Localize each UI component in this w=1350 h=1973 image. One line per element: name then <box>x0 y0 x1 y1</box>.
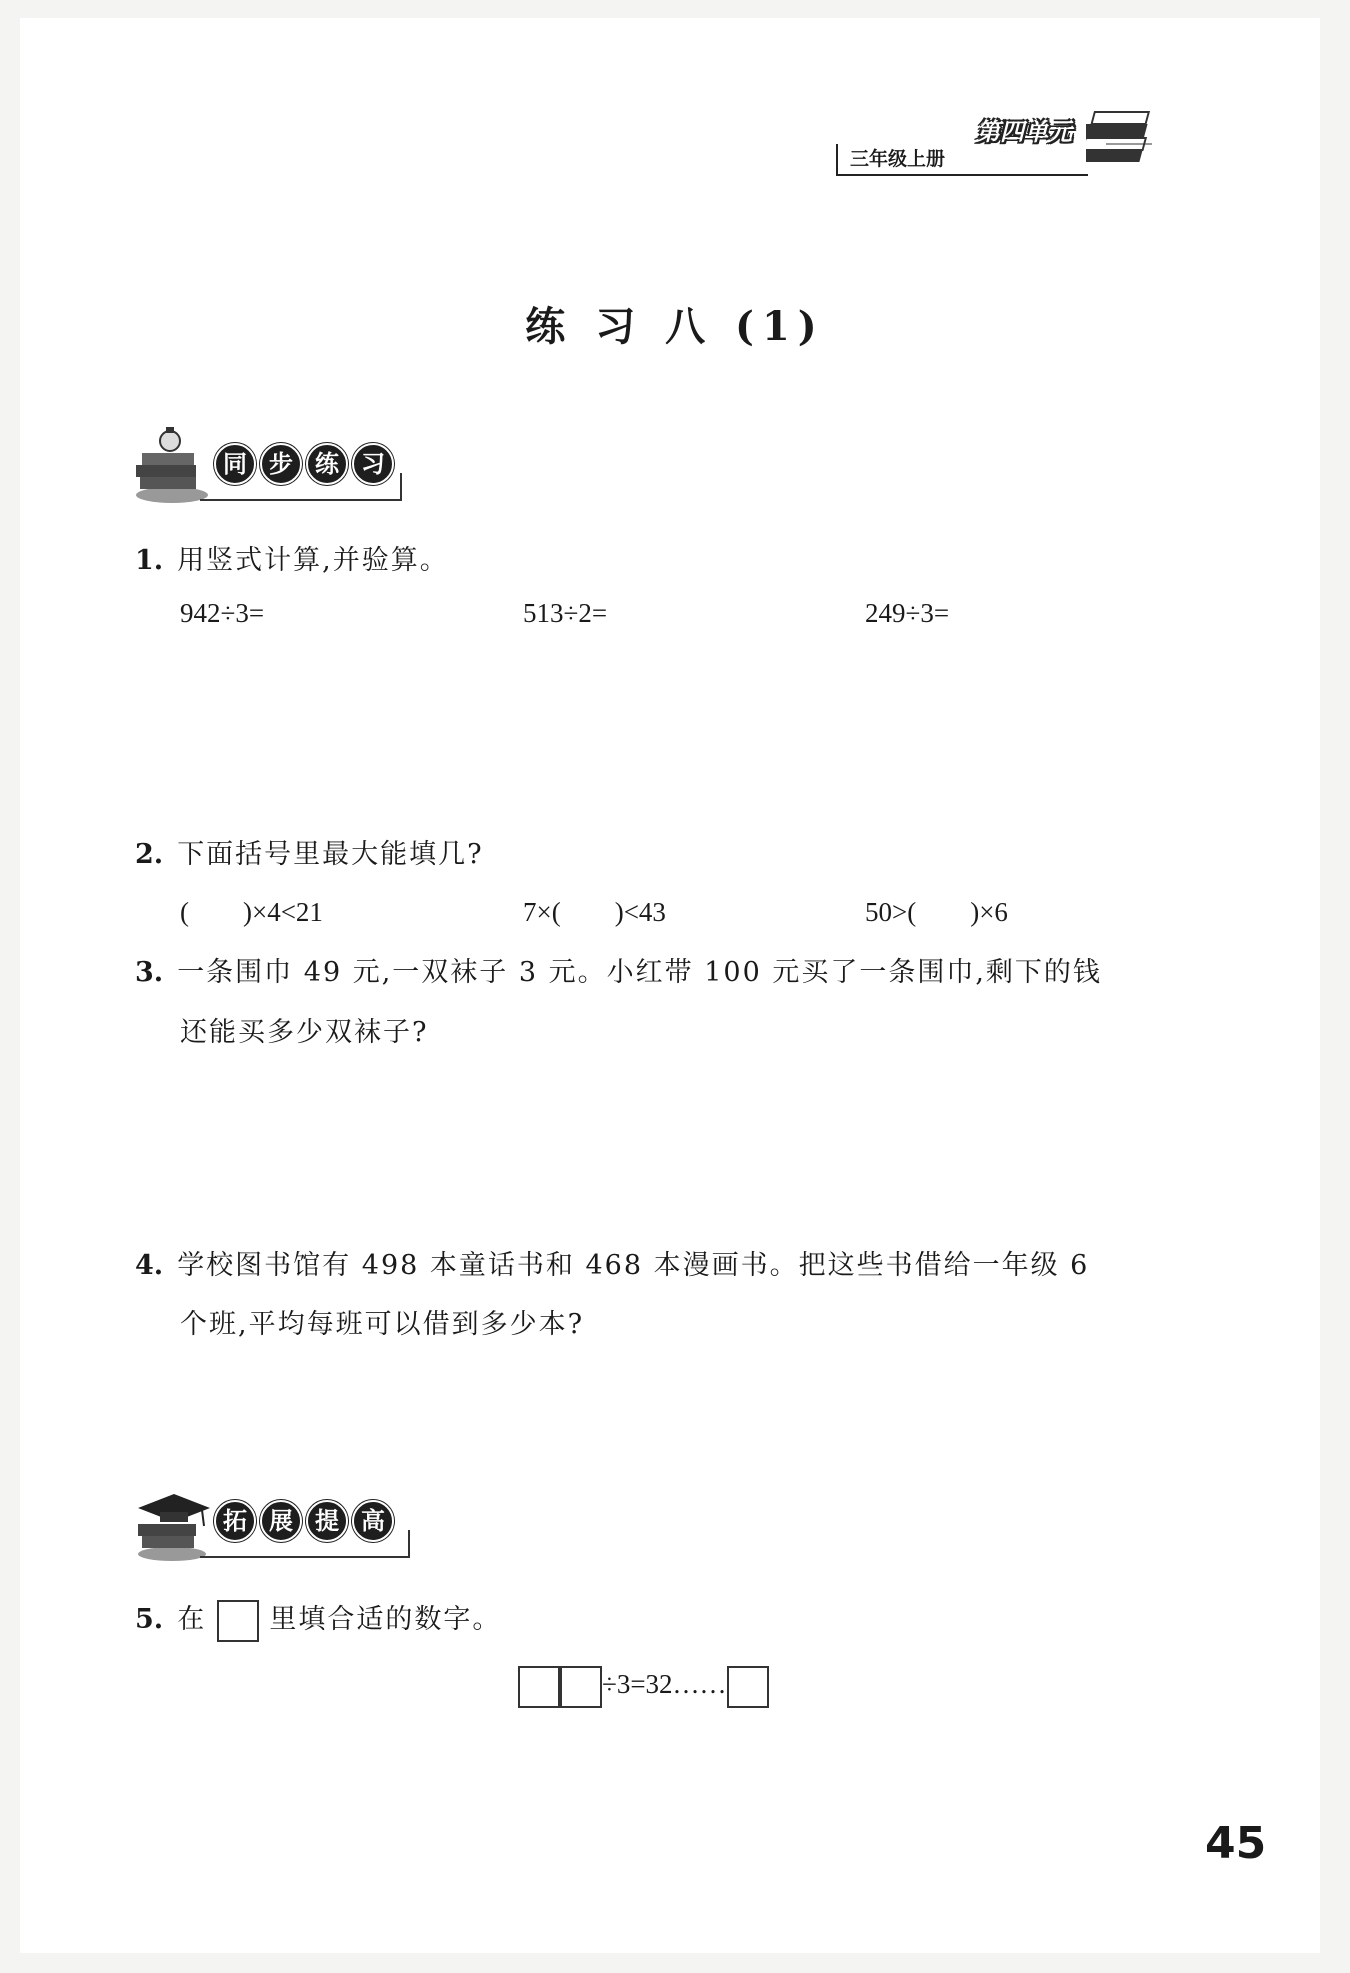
answer-box[interactable] <box>560 1666 602 1708</box>
question-5 <box>135 1597 501 1642</box>
unit-label: 第四单元 <box>976 118 1072 146</box>
section-char: 拓 <box>214 1500 256 1542</box>
question-text-line1: 学校图书馆有 498 本童话书和 468 本漫画书。把这些书借给一年级 6 <box>177 1250 1090 1281</box>
question-number: 1. <box>135 545 164 576</box>
question-4-line2: 个班,平均每班可以借到多少本? <box>180 1309 585 1340</box>
page-number: 45 <box>1205 1818 1267 1869</box>
question-3 <box>135 950 1102 989</box>
grade-label: 三年级上册 <box>850 148 946 170</box>
expression: 50>( )×6 <box>865 897 1008 927</box>
answer-box[interactable] <box>518 1666 560 1708</box>
q5-expression <box>518 1666 769 1708</box>
section-char: 提 <box>306 1500 348 1542</box>
expression-middle: ÷3=32…… <box>602 1669 727 1700</box>
section-char: 同 <box>214 443 256 485</box>
expression: 7×( )<43 <box>523 897 666 927</box>
expression: 513÷2= <box>523 598 608 628</box>
question-number: 4. <box>135 1250 164 1281</box>
question-3-line2: 还能买多少双袜子? <box>180 1017 429 1048</box>
answer-box-sample <box>217 1600 259 1642</box>
section-char: 步 <box>260 443 302 485</box>
question-1 <box>135 538 449 577</box>
answer-box[interactable] <box>727 1666 769 1708</box>
question-2 <box>135 832 484 871</box>
section-char: 展 <box>260 1500 302 1542</box>
question-text: 用竖式计算,并验算。 <box>177 545 449 576</box>
expression: 249÷3= <box>865 598 950 628</box>
unit-header <box>836 100 1166 180</box>
section-sync-practice <box>132 425 402 505</box>
expression: 942÷3= <box>180 598 265 628</box>
section-char: 练 <box>306 443 348 485</box>
question-4 <box>135 1243 1089 1282</box>
question-number: 3. <box>135 957 164 988</box>
section-char: 习 <box>352 443 394 485</box>
question-number: 5. <box>135 1604 164 1635</box>
question-number: 2. <box>135 839 164 870</box>
question-text: 下面括号里最大能填几? <box>177 839 484 870</box>
question-text-line1: 一条围巾 49 元,一双袜子 3 元。小红带 100 元买了一条围巾,剩下的钱 <box>177 957 1102 988</box>
section-extension <box>132 1482 410 1562</box>
page-title: 练 习 八 (1) <box>525 303 825 350</box>
expression: ( )×4<21 <box>180 897 323 927</box>
section-char: 高 <box>352 1500 394 1542</box>
question-text-pre: 在 <box>177 1604 207 1635</box>
question-text-post: 里填合适的数字。 <box>269 1604 502 1635</box>
books-icon <box>1086 100 1166 180</box>
